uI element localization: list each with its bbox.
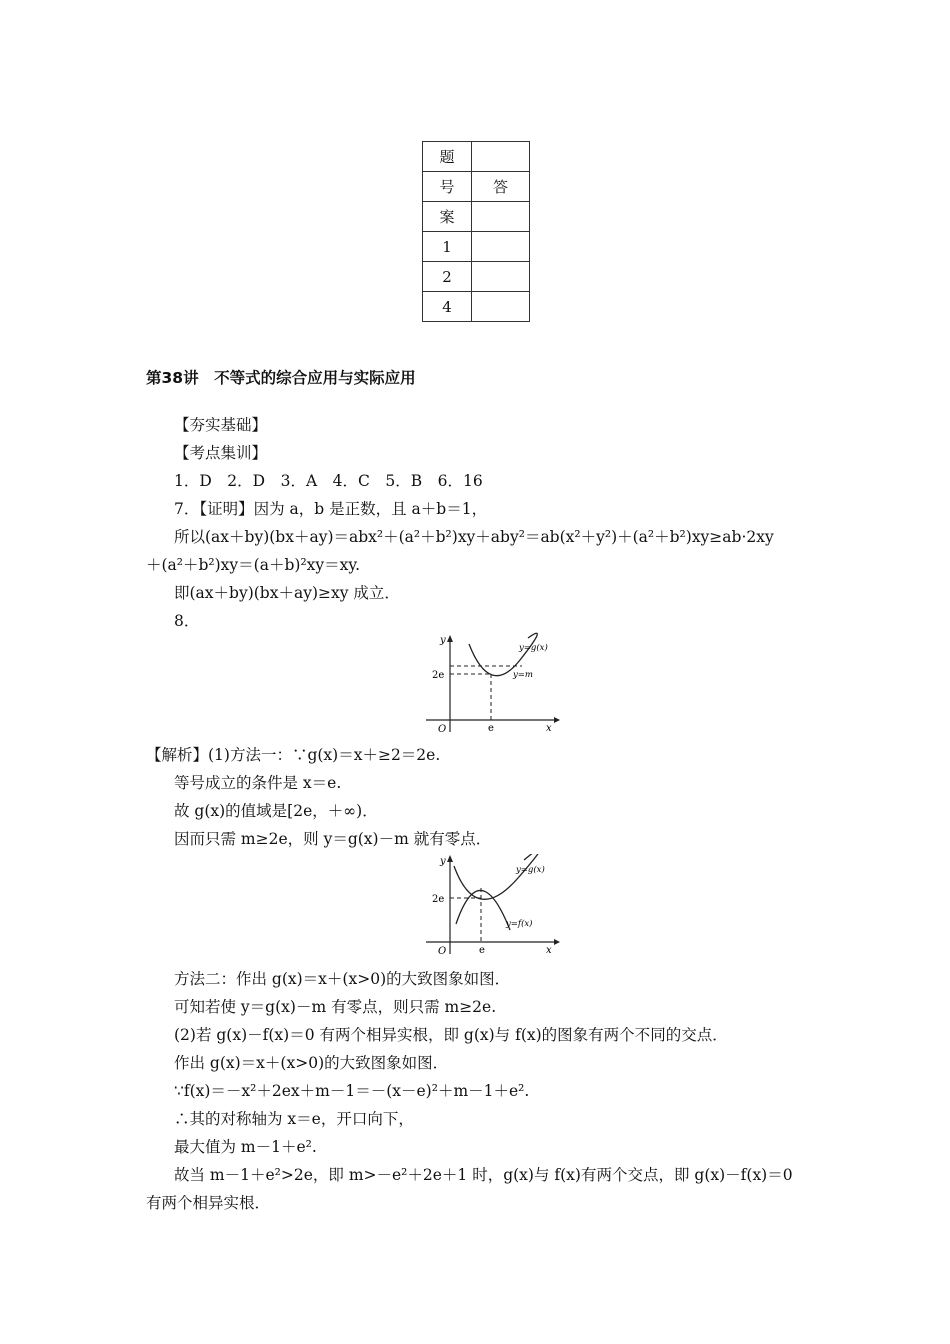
maximum-value: 最大值为 m－1＋e². bbox=[174, 1138, 317, 1156]
final-condition: 故当 m－1＋e²>2e，即 m>－e²＋2e＋1 时，g(x)与 f(x)有两个交点，即 g(x)－f(x)＝0 bbox=[174, 1166, 793, 1184]
origin-label: O bbox=[438, 724, 447, 735]
tick-2e: 2e bbox=[432, 670, 445, 681]
table-cell: 1 bbox=[423, 232, 472, 262]
table-row bbox=[423, 172, 530, 202]
zero-condition: 因而只需 m≥2e，则 y＝g(x)－m 就有零点． bbox=[174, 830, 492, 848]
table-row bbox=[423, 142, 530, 172]
line-m-label: y=m bbox=[513, 670, 533, 680]
table-cell: 4 bbox=[423, 292, 472, 322]
lecture-heading: 第38讲 不等式的综合应用与实际应用 bbox=[146, 369, 416, 387]
curve-g-label: y=g(x) bbox=[519, 643, 548, 653]
answer-7-derivation: 所以(ax＋by)(bx＋ay)＝abx²＋(a²＋b²)xy＋aby²＝ab(x²＋y²)＋(a²＋b²)xy≥ab·2xy bbox=[174, 528, 774, 546]
answer-8-number: 8． bbox=[174, 612, 200, 630]
final-conclusion: 有两个相异实根． bbox=[146, 1194, 271, 1212]
origin-label: O bbox=[438, 946, 447, 957]
curve-g-label: y=g(x) bbox=[516, 865, 545, 875]
tick-e: e bbox=[479, 945, 485, 956]
table-cell: 题 bbox=[423, 142, 472, 172]
equality-condition: 等号成立的条件是 x＝e. bbox=[174, 774, 342, 792]
answer-7-derivation-cont: ＋(a²＋b²)xy＝(a＋b)²xy＝xy. bbox=[146, 556, 361, 574]
section-label-practice: 【考点集训】 bbox=[174, 444, 268, 462]
x-label: x bbox=[546, 945, 552, 956]
answer-table bbox=[422, 141, 530, 322]
y-label: y bbox=[440, 635, 446, 646]
x-label: x bbox=[546, 723, 552, 734]
table-row bbox=[423, 232, 530, 262]
table-cell: 案 bbox=[423, 202, 472, 232]
table-cell bbox=[472, 292, 530, 322]
answers-1-6: 1．D 2．D 3．A 4．C 5．B 6．16 bbox=[174, 472, 483, 490]
table-cell bbox=[472, 232, 530, 262]
f-completed-square: ∵f(x)＝－x²＋2ex＋m－1＝－(x－e)²＋m－1＋e². bbox=[174, 1082, 530, 1100]
table-row bbox=[423, 292, 530, 322]
solution-1-method-1: 【解析】(1)方法一：∵g(x)＝x＋≥2＝2e. bbox=[146, 746, 441, 764]
part-2-setup: (2)若 g(x)－f(x)＝0 有两个相异实根，即 g(x)与 f(x)的图象有两个不同的交点． bbox=[174, 1026, 728, 1044]
table-cell bbox=[472, 262, 530, 292]
answer-7-intro: 7．【证明】因为 a，b 是正数，且 a＋b＝1， bbox=[174, 500, 488, 518]
curve-f-label: y=f(x) bbox=[506, 919, 533, 929]
tick-2e: 2e bbox=[432, 894, 445, 905]
y-label: y bbox=[440, 856, 446, 867]
graph-g-and-f bbox=[424, 854, 560, 960]
table-row bbox=[423, 202, 530, 232]
part-2-graph-note: 作出 g(x)＝x＋(x>0)的大致图象如图． bbox=[174, 1054, 449, 1072]
tick-e: e bbox=[488, 723, 494, 734]
table-cell: 2 bbox=[423, 262, 472, 292]
curve-g bbox=[454, 854, 541, 899]
y-axis-arrow bbox=[447, 855, 453, 862]
section-label-foundation: 【夯实基础】 bbox=[174, 416, 268, 434]
x-axis-arrow bbox=[554, 717, 560, 723]
method-2-intro: 方法二：作出 g(x)＝x＋(x>0)的大致图象如图． bbox=[174, 970, 511, 988]
table-cell: 答 bbox=[472, 172, 530, 202]
axis-of-symmetry-text: ∴其的对称轴为 x＝e，开口向下， bbox=[174, 1110, 414, 1128]
table-cell: 号 bbox=[423, 172, 472, 202]
graph-g-and-m bbox=[424, 632, 560, 736]
x-axis-arrow bbox=[554, 939, 560, 945]
curve-f bbox=[456, 890, 510, 930]
range-of-g: 故 g(x)的值域是[2e，＋∞)． bbox=[174, 802, 378, 820]
table-row bbox=[423, 262, 530, 292]
table-cell bbox=[472, 202, 530, 232]
table-cell bbox=[472, 142, 530, 172]
answer-7-conclusion: 即(ax＋by)(bx＋ay)≥xy 成立． bbox=[174, 584, 400, 602]
y-axis-arrow bbox=[447, 635, 453, 642]
method-2-conclusion: 可知若使 y＝g(x)－m 有零点，则只需 m≥2e. bbox=[174, 998, 497, 1016]
